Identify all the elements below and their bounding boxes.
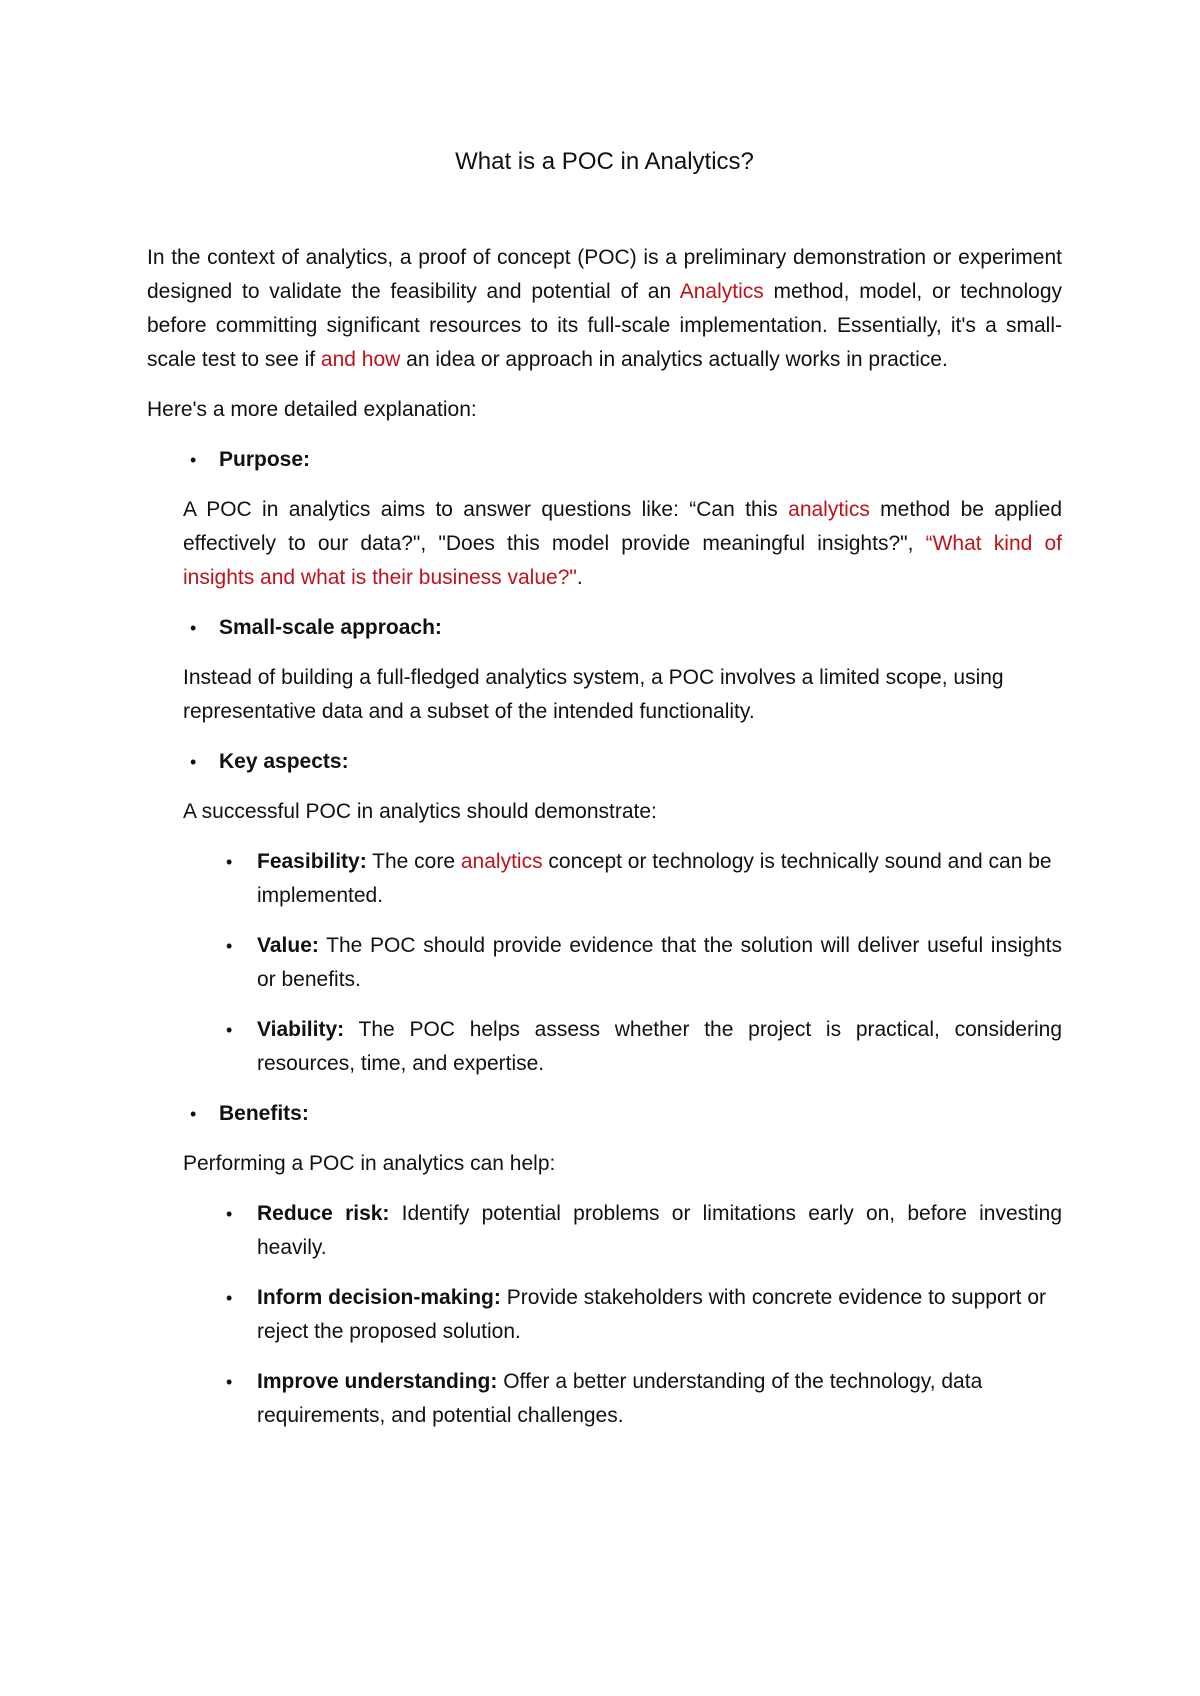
small-scale-paragraph: Instead of building a full-fledged analytics system, a POC involves a limited scope, using representative data and a subset of the intended functionality. xyxy=(183,666,1004,723)
intro-text-3: an idea or approach in analytics actually works in practice. xyxy=(400,348,948,371)
benefits-list xyxy=(147,1197,1062,1433)
purpose-text-2: method be applied effectively to our data?", "Does this model provide meaningful insights?", xyxy=(183,498,1062,555)
feasibility-highlight: analytics xyxy=(460,850,543,873)
list-item-inform-decision xyxy=(221,1281,1062,1349)
list-item-key-aspects xyxy=(147,745,1062,779)
list-item-value xyxy=(221,929,1062,997)
purpose-highlight-analytics: analytics xyxy=(788,498,870,521)
purpose-heading: Purpose: xyxy=(219,448,311,471)
list-item-small-scale xyxy=(147,611,1062,645)
inform-text: Provide stakeholders with concrete evidence to support or reject the proposed solution. xyxy=(257,1286,1046,1343)
intro-text-1: In the context of analytics, a proof of concept (POC) is a preliminary demonstration or experiment designed to validate the feasibility and potential of an xyxy=(147,246,1062,303)
benefits-heading: Benefits: xyxy=(219,1102,309,1125)
feasibility-text-2: concept or technology is technically sound and can be implemented. xyxy=(257,850,1052,907)
bullet-icon: • xyxy=(190,752,197,772)
intro-text-2: method, model, or technology before committing significant resources to its full-scale implementation. Essentially, it's a small-scale test to see if xyxy=(147,280,1063,371)
feasibility-label: Feasibility: xyxy=(257,850,367,873)
improve-label: Improve understanding: xyxy=(257,1370,498,1393)
bullet-icon: • xyxy=(226,1204,233,1224)
feasibility-text-1: The core xyxy=(366,850,461,873)
viability-label: Viability: xyxy=(257,1018,345,1041)
key-aspects-heading: Key aspects: xyxy=(219,750,349,773)
main-bullet-list xyxy=(147,443,1062,477)
purpose-text-1: A POC in analytics aims to answer questions like: “Can this xyxy=(183,498,789,521)
page-title: What is a POC in Analytics? xyxy=(455,148,754,175)
list-item-benefits xyxy=(147,1097,1062,1131)
bullet-icon: • xyxy=(226,1020,233,1040)
improve-text: Offer a better understanding of the technology, data requirements, and potential challenges. xyxy=(257,1370,983,1427)
bullet-icon: • xyxy=(190,618,197,638)
bullet-icon: • xyxy=(226,1288,233,1308)
main-bullet-list xyxy=(147,1097,1062,1131)
bullet-icon: • xyxy=(190,450,197,470)
purpose-paragraph xyxy=(147,493,1062,595)
bullet-icon: • xyxy=(226,936,233,956)
list-item-reduce-risk xyxy=(221,1197,1062,1265)
list-item-feasibility xyxy=(221,845,1062,913)
list-item-improve-understanding xyxy=(221,1365,1062,1433)
value-text: The POC should provide evidence that the solution will deliver useful insights or benefits. xyxy=(257,934,1062,991)
purpose-text-3: . xyxy=(576,566,583,589)
reduce-risk-label: Reduce risk: xyxy=(257,1202,390,1225)
intro-highlight-analytics: Analytics xyxy=(679,280,764,303)
bullet-icon: • xyxy=(190,1104,197,1124)
intro-paragraph xyxy=(147,241,1062,377)
document-body xyxy=(147,145,1062,1449)
value-label: Value: xyxy=(257,934,319,957)
key-aspects-list xyxy=(147,845,1062,1081)
main-bullet-list xyxy=(147,611,1062,645)
bullet-icon: • xyxy=(226,852,233,872)
bullet-icon: • xyxy=(226,1372,233,1392)
list-item-viability xyxy=(221,1013,1062,1081)
benefits-lead: Performing a POC in analytics can help: xyxy=(183,1152,556,1175)
purpose-highlight-question: “What kind of insights and what is their business value?" xyxy=(183,532,1062,589)
main-bullet-list xyxy=(147,745,1062,779)
key-aspects-lead: A successful POC in analytics should demonstrate: xyxy=(183,800,657,823)
explanation-lead: Here's a more detailed explanation: xyxy=(147,398,477,421)
list-item-purpose xyxy=(147,443,1062,477)
reduce-risk-text: Identify potential problems or limitations early on, before investing heavily. xyxy=(257,1202,1062,1259)
small-scale-heading: Small-scale approach: xyxy=(219,616,442,639)
viability-text: The POC helps assess whether the project is practical, considering resources, time, and expertise. xyxy=(257,1018,1062,1075)
intro-highlight-and-how: and how xyxy=(320,348,401,371)
inform-label: Inform decision-making: xyxy=(257,1286,501,1309)
